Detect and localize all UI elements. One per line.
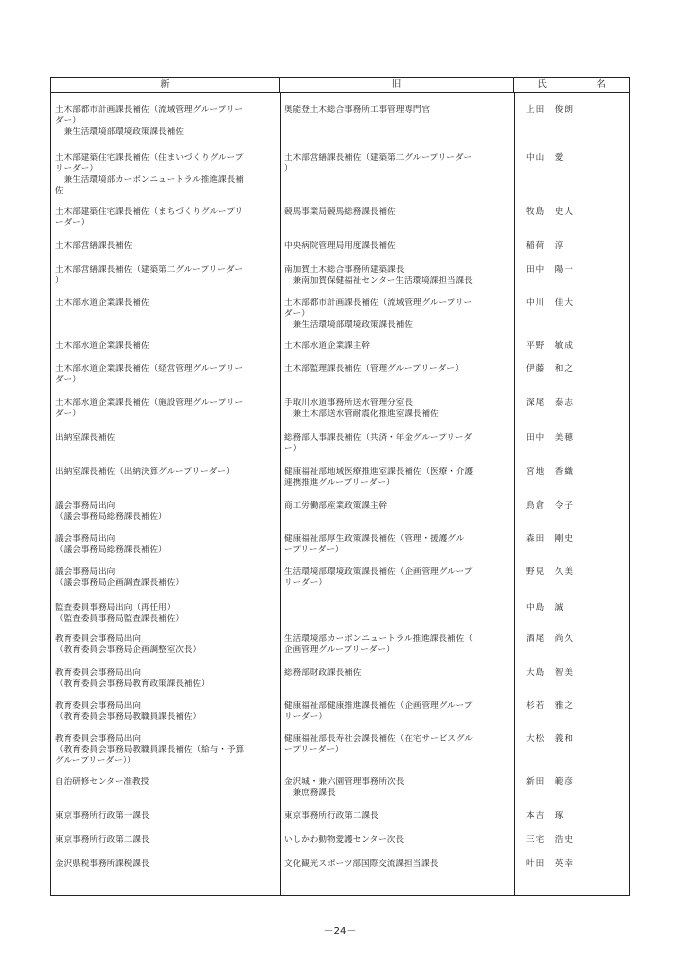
old-position-line: 兼庶務課長 — [284, 788, 336, 798]
old-position-line: 金沢城・兼六園管理事務所次長 — [284, 777, 405, 787]
new-position — [51, 634, 280, 656]
table-row — [51, 811, 629, 822]
new-position-line: 土木部水道企業課長補佐（経営管理グループリー — [55, 364, 244, 374]
new-position-line: （議会事務局総務課長補佐） — [55, 512, 167, 522]
new-position-line: リーダー） — [55, 164, 98, 174]
old-position-line: ダー） — [284, 309, 310, 319]
old-position — [280, 501, 514, 523]
new-position-line: グループリーダー）） — [55, 756, 136, 766]
table-row — [51, 603, 629, 625]
table-row — [51, 501, 629, 523]
person-name: 田中 陽一 — [526, 265, 574, 275]
old-position-line: 土木部都市計画課長補佐（流域管理グループリー — [284, 298, 473, 308]
new-position-line: 土木部水道企業課長補佐 — [55, 341, 150, 351]
new-position-line: 土木部建築住宅課長補佐（まちづくりグループリ — [55, 207, 243, 217]
old-position — [280, 105, 514, 138]
new-position — [51, 567, 280, 589]
new-position — [51, 467, 280, 489]
new-position — [51, 433, 280, 455]
new-position-line: 監査委員事務局出向（再任用） — [55, 603, 176, 613]
person-name: 田中 美穂 — [526, 433, 574, 443]
new-position — [51, 734, 280, 767]
table-row — [51, 668, 629, 690]
table-row — [51, 777, 629, 799]
new-position-line: 金沢県税事務所課税課長 — [55, 859, 150, 869]
table-row — [51, 701, 629, 723]
new-position — [51, 398, 280, 420]
new-position — [51, 298, 280, 331]
new-position-line: 土木部営繕課長補佐 — [55, 241, 133, 251]
table-row — [51, 341, 629, 352]
old-position-line: ープリーダー） — [284, 745, 344, 755]
new-position-line: （教育委員会事務局教職員課長補佐（給与・予算 — [55, 745, 245, 755]
table-row — [51, 467, 629, 489]
new-position — [51, 501, 280, 523]
old-position-line: 手取川水道事務所送水管理分室長 — [284, 398, 413, 408]
person-name: 稲荷 淳 — [526, 241, 565, 251]
old-position — [280, 265, 514, 287]
person-name: 大松 義和 — [526, 734, 574, 744]
old-position-line: 土木部水道企業課主幹 — [284, 341, 370, 351]
old-position-line: リーダー） — [284, 712, 327, 722]
old-position — [280, 567, 514, 589]
person-name: 酒尾 尚久 — [526, 634, 574, 644]
old-position-line: 健康福祉部健康推進課長補佐（企画管理グループ — [284, 701, 473, 711]
new-position — [51, 701, 280, 723]
table-row — [51, 105, 629, 138]
new-position-line: 議会事務局出向 — [55, 534, 116, 544]
old-position-line: 生活環境部カーボンニュートラル推進課長補佐（ — [284, 634, 473, 644]
old-position-line: 土木部監理課長補佐（管理グループリーダー） — [284, 364, 464, 374]
new-position-line: （教育委員会事務局教育政策課長補佐） — [55, 679, 210, 689]
old-position — [280, 207, 514, 229]
old-position — [280, 668, 514, 690]
new-position-line: （教育委員会事務局教職員課長補佐） — [55, 712, 202, 722]
old-position — [280, 298, 514, 331]
old-position — [280, 153, 514, 197]
person-name: 牧島 史人 — [526, 207, 574, 217]
table-header — [51, 78, 629, 93]
new-position-line: 教育委員会事務局出向 — [55, 668, 141, 678]
new-position-line: 佐 — [55, 186, 64, 196]
table-row — [51, 835, 629, 846]
old-position-line: ープリーダー） — [284, 545, 344, 555]
table-row — [51, 534, 629, 556]
new-position — [51, 241, 280, 252]
old-position-line: 総務部人事課長補佐（共済・年金グループリーダ — [284, 433, 473, 443]
table-row — [51, 298, 629, 331]
new-position-line: 教育委員会事務局出向 — [55, 734, 141, 744]
personnel-table — [50, 77, 630, 896]
new-position-line: ダー） — [55, 116, 81, 126]
old-position-line: 企画管理グループリーダー） — [284, 645, 395, 655]
old-position-line: 総務部財政課長補佐 — [284, 668, 362, 678]
person-name: 宮地 香織 — [526, 467, 574, 477]
old-position-line: 競馬事業局競馬総務課長補佐 — [284, 207, 396, 217]
person-name: 中島 誠 — [526, 603, 565, 613]
person-name: 伊藤 和之 — [526, 364, 574, 374]
table-row — [51, 153, 629, 197]
new-position — [51, 364, 280, 386]
new-position-line: 土木部水道企業課長補佐 — [55, 298, 150, 308]
table-row — [51, 241, 629, 252]
old-position-line: 生活環境部環境政策課長補佐（企画管理グループ — [284, 567, 473, 577]
table-row — [51, 265, 629, 287]
old-position — [280, 467, 514, 489]
header-new: 新 — [51, 78, 280, 92]
person-name: 上田 俊朗 — [526, 105, 574, 115]
new-position — [51, 207, 280, 229]
person-name: 大島 智美 — [526, 668, 574, 678]
table-body — [51, 93, 629, 895]
old-position-line: 連携推進グループリーダー） — [284, 478, 395, 488]
old-position-line: 健康福祉部地域医療推進室課長補佐（医療・介護 — [284, 467, 474, 477]
old-position-line: いしかわ動物愛護センター次長 — [284, 835, 404, 845]
old-position-line: 商工労働部産業政策課主幹 — [284, 501, 388, 511]
new-position — [51, 603, 280, 625]
old-position — [280, 433, 514, 455]
old-position — [280, 734, 514, 767]
old-position-line: 健康福祉部長寿社会課長補佐（在宅サービスグル — [284, 734, 473, 744]
old-position — [280, 634, 514, 656]
new-position — [51, 265, 280, 287]
old-position-line: 兼生活環境部環境政策課長補佐 — [284, 320, 413, 330]
new-position-line: 東京事務所行政第二課長 — [55, 835, 150, 845]
new-position-line: （議会事務局企画調査課長補佐） — [55, 578, 184, 588]
old-position — [280, 241, 514, 252]
new-position-line: 土木部都市計画課長補佐（流域管理グループリー — [55, 105, 244, 115]
new-position-line: ） — [55, 276, 64, 286]
person-name: 三宅 浩史 — [526, 835, 574, 845]
old-position-line: 土木部営繕課長補佐（建築第二グループリーダー — [284, 153, 473, 163]
new-position — [51, 341, 280, 352]
new-position-line: ダー） — [55, 375, 81, 385]
person-name: 杉若 雅之 — [526, 701, 574, 711]
table-row — [51, 364, 629, 386]
old-position — [280, 603, 514, 625]
table-row — [51, 433, 629, 455]
new-position — [51, 777, 280, 799]
new-position — [51, 534, 280, 556]
person-name: 森田 剛史 — [526, 534, 574, 544]
new-position-line: 出納室課長補佐（出納決算グループリーダー） — [55, 467, 235, 477]
old-position — [280, 777, 514, 799]
table-row — [51, 734, 629, 767]
new-position-line: 土木部水道企業課長補佐（施設管理グループリー — [55, 398, 244, 408]
new-position-line: ダー） — [55, 409, 81, 419]
person-name: 深尾 泰志 — [526, 398, 574, 408]
header-name: 氏 名 — [537, 79, 626, 90]
new-position-line: 兼生活環境部カーボンニュートラル推進課長補 — [55, 175, 244, 185]
old-position-line: 奥能登土木総合事務所工事管理専門官 — [284, 105, 431, 115]
person-name: 叶田 英幸 — [526, 859, 574, 869]
new-position-line: 出納室課長補佐 — [55, 433, 116, 443]
old-position-line: 中央病院管理局用度課長補佐 — [284, 241, 396, 251]
table-row — [51, 634, 629, 656]
old-position — [280, 341, 514, 352]
old-position — [280, 835, 514, 846]
old-position — [280, 534, 514, 556]
new-position-line: 自治研修センター准教授 — [55, 777, 150, 787]
new-position-line: 議会事務局出向 — [55, 567, 116, 577]
old-position-line: 兼南加賀保健福祉センター生活環境課担当課長 — [284, 276, 473, 286]
new-position — [51, 859, 280, 870]
new-position-line: （教育委員会事務局企画調整室次長） — [55, 645, 202, 655]
person-name: 中山 愛 — [526, 153, 565, 163]
table-row — [51, 859, 629, 870]
old-position-line: 兼土木部送水管耐震化推進室課長補佐 — [284, 409, 439, 419]
new-position-line: 土木部建築住宅課長補佐（住まいづくりグループ — [55, 153, 244, 163]
person-name: 新田 範彦 — [526, 777, 574, 787]
header-old: 旧 — [280, 78, 514, 92]
old-position-line: ） — [284, 164, 293, 174]
new-position-line: 教育委員会事務局出向 — [55, 701, 141, 711]
new-position-line: （議会事務局総務課長補佐） — [55, 545, 167, 555]
old-position-line: 文化観光スポーツ部国際交流課担当課長 — [284, 859, 439, 869]
new-position-line: 土木部営繕課長補佐（建築第二グループリーダー — [55, 265, 244, 275]
table-row — [51, 207, 629, 229]
person-name: 中川 佳大 — [526, 298, 574, 308]
old-position-line: 南加賀土木総合事務所建築課長 — [284, 265, 405, 275]
new-position-line: 教育委員会事務局出向 — [55, 634, 141, 644]
new-position — [51, 153, 280, 197]
table-row — [51, 398, 629, 420]
old-position — [280, 398, 514, 420]
old-position — [280, 859, 514, 870]
new-position — [51, 668, 280, 690]
new-position — [51, 811, 280, 822]
old-position-line: ー） — [284, 444, 302, 454]
new-position-line: ーダー） — [55, 218, 90, 228]
old-position-line: 東京事務所行政第二課長 — [284, 811, 379, 821]
person-name: 野見 久美 — [526, 567, 574, 577]
new-position-line: 東京事務所行政第一課長 — [55, 811, 150, 821]
person-name: 鳥倉 令子 — [526, 501, 574, 511]
new-position-line: 兼生活環境部環境政策課長補佐 — [55, 127, 184, 137]
page-number: －24－ — [323, 926, 357, 937]
old-position-line: リーダー） — [284, 578, 327, 588]
old-position — [280, 811, 514, 822]
person-name: 本吉 琢 — [526, 811, 565, 821]
new-position — [51, 835, 280, 846]
new-position-line: （監査委員事務局監査課長補佐） — [55, 614, 184, 624]
old-position-line: 健康福祉部厚生政策課長補佐（管理・援護グル — [284, 534, 465, 544]
new-position — [51, 105, 280, 138]
old-position — [280, 364, 514, 386]
old-position — [280, 701, 514, 723]
person-name: 平野 敏成 — [526, 341, 574, 351]
table-row — [51, 567, 629, 589]
new-position-line: 議会事務局出向 — [55, 501, 116, 511]
